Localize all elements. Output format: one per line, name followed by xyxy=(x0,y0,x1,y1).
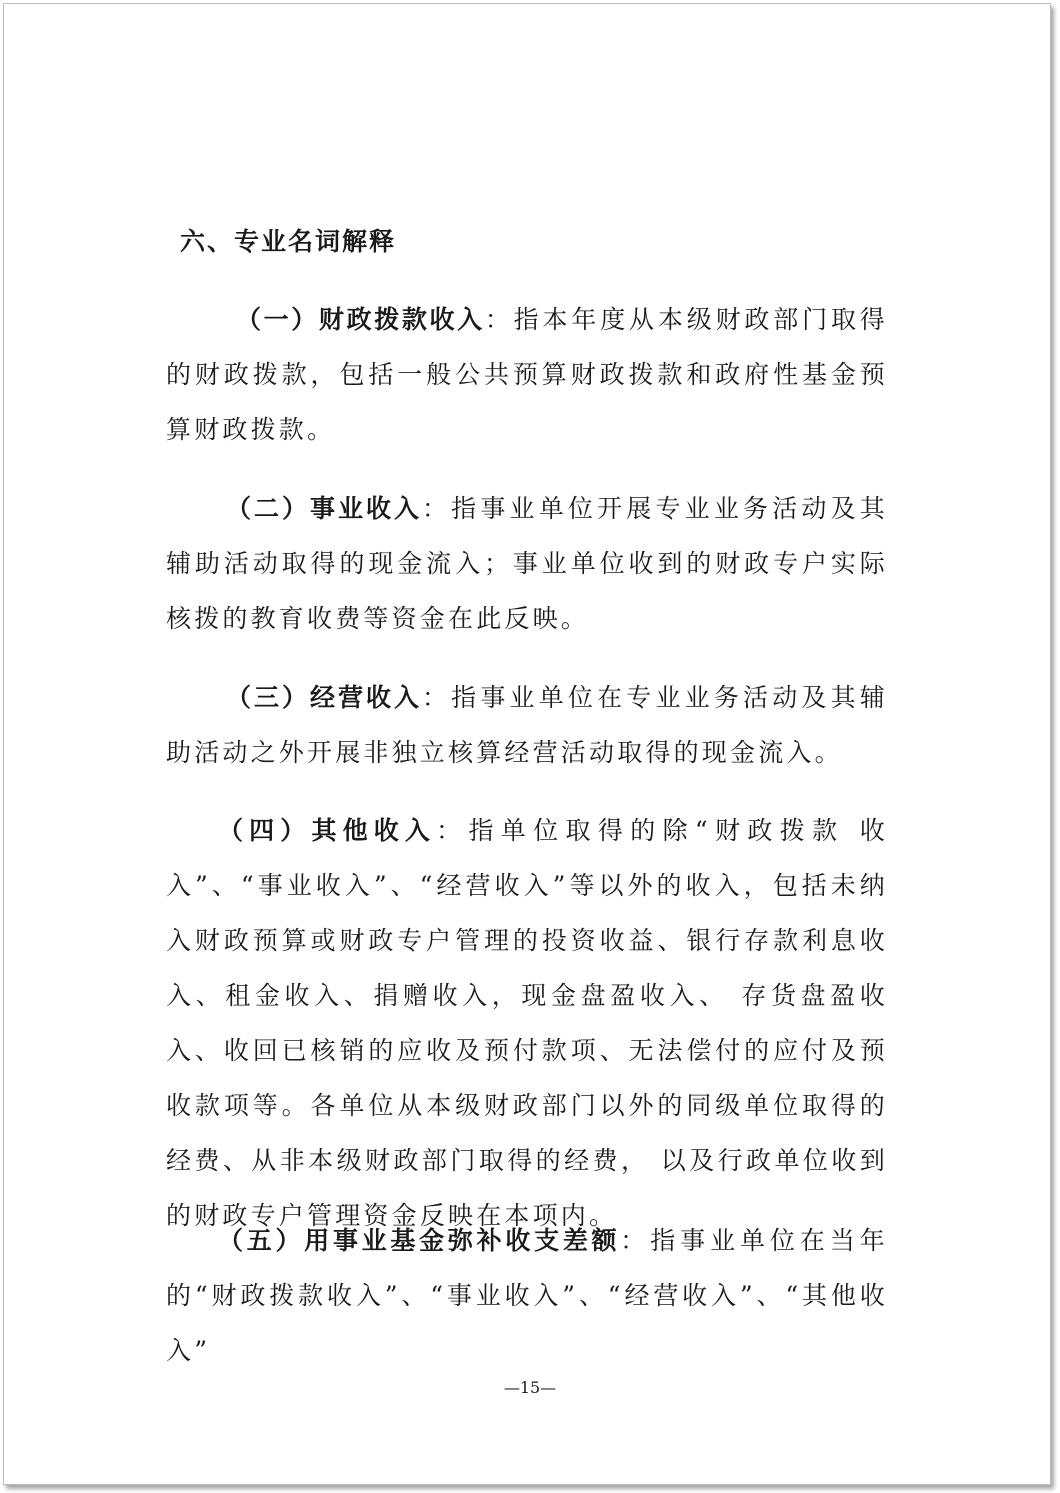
definition-paragraph-3 xyxy=(166,670,888,780)
definition-paragraph-1 xyxy=(166,292,888,457)
definition-text-1: ：指本年度从本级财政部门取得的财政拨款，包括一般公共预算财政拨款和政府性基金预算财政拨款。 xyxy=(166,305,888,444)
section-heading: 六、专业名词解释 xyxy=(180,227,397,256)
definition-term-5: （五）用事业基金弥补收支差额 xyxy=(218,1226,621,1255)
definition-text-4: ：指单位取得的除“财政拨款 收入”、“事业收入”、“经营收入”等以外的收入，包括未纳入财政预算或财政专户管理的投资收益、银行存款利息收入、租金收入、捐赠收入，现金盘盈收入、 存货盘盈收入、收回已核销的应收及预付款项、无法偿付的应付及预收款项等。各单位从本级财政部门以外的同级单位取得的经费、从非本级财政部门取得的经费， 以及行政单位收到的财政专户管理资金反映在本项内。 xyxy=(166,816,888,1230)
definition-paragraph-4 xyxy=(166,803,888,1243)
definition-term-2: （二）事业收入 xyxy=(226,494,422,523)
definition-term-1: （一）财政拨款收入 xyxy=(236,305,485,334)
definition-paragraph-5 xyxy=(166,1213,888,1378)
definition-text-5: ：指事业单位在当年的“财政拨款收入”、“事业收入”、“经营收入”、“其他收入” xyxy=(166,1226,888,1365)
definition-text-3: ：指事业单位在专业业务活动及其辅助活动之外开展非独立核算经营活动取得的现金流入。 xyxy=(166,683,888,767)
page-number: —15— xyxy=(503,1378,557,1397)
definition-text-2: ：指事业单位开展专业业务活动及其辅助活动取得的现金流入；事业单位收到的财政专户实际核拨的教育收费等资金在此反映。 xyxy=(166,494,888,633)
definition-paragraph-2 xyxy=(166,481,888,646)
definition-term-4: （四）其他收入 xyxy=(218,816,437,845)
definition-term-3: （三）经营收入 xyxy=(226,683,422,712)
